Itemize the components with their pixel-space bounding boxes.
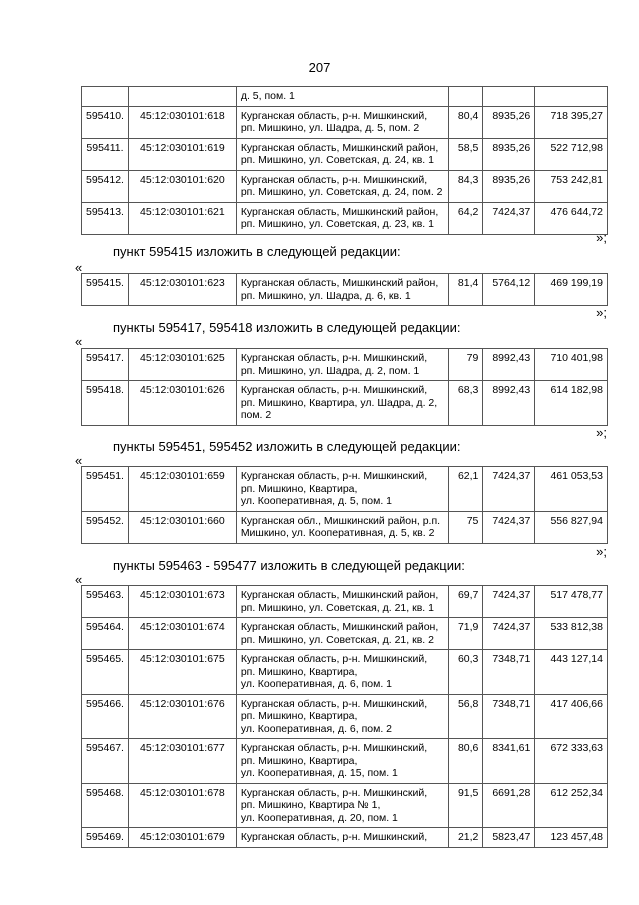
total-cell: 533 812,38 — [535, 618, 608, 650]
instruction-paragraph: пункты 595451, 595452 изложить в следующей редакции: — [113, 439, 461, 454]
area-cell: 58,5 — [449, 138, 483, 170]
records-table-5 — [81, 585, 608, 848]
address-line: ул. Кооперативная, д. 15, пом. 1 — [240, 767, 398, 779]
table-row — [82, 694, 608, 739]
total-cell: 753 242,81 — [535, 170, 608, 202]
address-line: Курганская область, Мишкинский район, — [240, 205, 439, 218]
closing-quote: »; — [596, 230, 607, 245]
total-cell: 469 199,19 — [535, 274, 608, 306]
cadastral-number-cell: 45:12:030101:626 — [128, 381, 236, 426]
address-cell — [236, 170, 449, 202]
address-line: Курганская область, р-н. Мишкинский, — [240, 173, 428, 186]
address-line: Курганская область, р-н. Мишкинский, — [240, 109, 428, 122]
total-cell: 718 395,27 — [535, 106, 608, 138]
total-cell: 461 053,53 — [535, 467, 608, 512]
price-cell: 7424,37 — [483, 202, 535, 234]
address-line: рп. Мишкино, Квартира, — [240, 710, 358, 722]
row-number-cell: 595466. — [82, 694, 129, 739]
price-cell: 5823,47 — [483, 828, 535, 848]
row-number-cell: 595418. — [82, 381, 129, 426]
address-cell — [236, 138, 449, 170]
row-number-cell: 595463. — [82, 586, 129, 618]
address-cell — [236, 349, 449, 381]
records-table-4 — [81, 466, 608, 544]
cadastral-number-cell: 45:12:030101:625 — [128, 349, 236, 381]
address-cell — [236, 202, 449, 234]
price-cell: 8935,26 — [483, 106, 535, 138]
total-cell: 556 827,94 — [535, 511, 608, 543]
address-line: Курганская область, р-н. Мишкинский, — [240, 470, 428, 482]
address-line: рп. Мишкино, ул. Советская, д. 21, кв. 2 — [240, 633, 434, 646]
row-number-cell: 595413. — [82, 202, 129, 234]
address-line: Мишкино, ул. Кооперативная, д. 5, кв. 2 — [240, 527, 435, 539]
address-line: рп. Мишкино, Квартира, ул. Шадра, д. 2, — [240, 396, 438, 409]
area-cell: 79 — [449, 349, 483, 381]
row-number-cell: 595411. — [82, 138, 129, 170]
records-table-3 — [81, 348, 608, 426]
price-cell: 8935,26 — [483, 138, 535, 170]
row-number-cell: 595417. — [82, 349, 129, 381]
address-line: рп. Мишкино, ул. Советская, д. 24, кв. 1 — [240, 154, 434, 166]
address-line: ул. Кооперативная, д. 6, пом. 2 — [240, 722, 393, 735]
address-line: Курганская область, р-н. Мишкинский, — [240, 384, 428, 396]
area-cell: 80,4 — [449, 106, 483, 138]
price-cell: 7424,37 — [483, 618, 535, 650]
row-number-cell: 595410. — [82, 106, 129, 138]
price-cell: 7424,37 — [483, 511, 535, 543]
row-number-cell: 595469. — [82, 828, 129, 848]
cadastral-number-cell: 45:12:030101:676 — [128, 694, 236, 739]
table-row — [82, 106, 608, 138]
address-line: Курганская область, р-н. Мишкинский, — [240, 786, 428, 799]
records-table-2 — [81, 273, 608, 306]
closing-quote: »; — [596, 305, 607, 320]
area-cell: 75 — [449, 511, 483, 543]
total-cell — [535, 87, 608, 107]
address-cell — [236, 650, 449, 695]
address-line: Курганская область, р-н. Мишкинский, — [240, 831, 428, 843]
opening-quote: « — [75, 260, 83, 275]
row-number-cell — [82, 87, 129, 107]
price-cell: 5764,12 — [483, 274, 535, 306]
address-line: Курганская область, р-н. Мишкинский, — [240, 742, 428, 754]
table-row — [82, 783, 608, 828]
address-cell — [236, 739, 449, 784]
total-cell: 417 406,66 — [535, 694, 608, 739]
price-cell: 8935,26 — [483, 170, 535, 202]
area-cell: 64,2 — [449, 202, 483, 234]
address-line: рп. Мишкино, Квартира, — [240, 665, 358, 678]
address-cell — [236, 274, 449, 306]
address-cell — [236, 467, 449, 512]
row-number-cell: 595465. — [82, 650, 129, 695]
price-cell: 7348,71 — [483, 650, 535, 695]
table-row — [82, 274, 608, 306]
address-cell — [236, 618, 449, 650]
cadastral-number-cell — [128, 87, 236, 107]
area-cell: 71,9 — [449, 618, 483, 650]
instruction-paragraph: пункт 595415 изложить в следующей редакции: — [113, 244, 401, 259]
price-cell: 8992,43 — [483, 349, 535, 381]
total-cell: 612 252,34 — [535, 783, 608, 828]
cadastral-number-cell: 45:12:030101:678 — [128, 783, 236, 828]
table-row — [82, 511, 608, 543]
opening-quote: « — [75, 453, 83, 468]
address-line: ул. Кооперативная, д. 20, пом. 1 — [240, 811, 398, 824]
area-cell — [449, 87, 483, 107]
page-number: 207 — [308, 60, 331, 75]
price-cell — [483, 87, 535, 107]
row-number-cell: 595467. — [82, 739, 129, 784]
row-number-cell: 595464. — [82, 618, 129, 650]
address-cell — [236, 381, 449, 426]
address-line: Курганская область, Мишкинский район, — [240, 589, 439, 601]
instruction-paragraph: пункты 595463 - 595477 изложить в следующей редакции: — [113, 558, 465, 573]
address-line: Курганская обл., Мишкинский район, р.п. — [240, 514, 441, 527]
address-line: рп. Мишкино, ул. Шадра, д. 5, пом. 2 — [240, 122, 420, 134]
address-line: Курганская область, Мишкинский район, — [240, 141, 439, 154]
address-line: рп. Мишкино, ул. Советская, д. 21, кв. 1 — [240, 601, 434, 614]
price-cell: 6691,28 — [483, 783, 535, 828]
opening-quote: « — [75, 572, 83, 587]
address-cell — [236, 586, 449, 618]
price-cell: 7424,37 — [483, 586, 535, 618]
price-cell: 7348,71 — [483, 694, 535, 739]
cadastral-number-cell: 45:12:030101:677 — [128, 739, 236, 784]
cadastral-number-cell: 45:12:030101:673 — [128, 586, 236, 618]
area-cell: 91,5 — [449, 783, 483, 828]
address-line: Курганская область, р-н. Мишкинский, — [240, 653, 428, 665]
area-cell: 81,4 — [449, 274, 483, 306]
instruction-paragraph: пункты 595417, 595418 изложить в следующей редакции: — [113, 320, 461, 335]
address-line: ул. Кооперативная, д. 6, пом. 1 — [240, 678, 393, 690]
closing-quote: »; — [596, 544, 607, 559]
cadastral-number-cell: 45:12:030101:619 — [128, 138, 236, 170]
table-row — [82, 739, 608, 784]
price-cell: 8992,43 — [483, 381, 535, 426]
area-cell: 69,7 — [449, 586, 483, 618]
row-number-cell: 595468. — [82, 783, 129, 828]
cadastral-number-cell: 45:12:030101:660 — [128, 511, 236, 543]
row-number-cell: 595412. — [82, 170, 129, 202]
cadastral-number-cell: 45:12:030101:659 — [128, 467, 236, 512]
table-row — [82, 170, 608, 202]
price-cell: 7424,37 — [483, 467, 535, 512]
total-cell: 517 478,77 — [535, 586, 608, 618]
area-cell: 84,3 — [449, 170, 483, 202]
closing-quote: »; — [596, 425, 607, 440]
area-cell: 68,3 — [449, 381, 483, 426]
address-line: рп. Мишкино, ул. Шадра, д. 2, пом. 1 — [240, 364, 420, 377]
address-cell — [236, 783, 449, 828]
address-line: рп. Мишкино, Квартира, — [240, 482, 358, 495]
area-cell: 62,1 — [449, 467, 483, 512]
address-line: рп. Мишкино, Квартира, — [240, 754, 358, 767]
address-line: рп. Мишкино, ул. Шадра, д. 6, кв. 1 — [240, 289, 411, 302]
area-cell: 21,2 — [449, 828, 483, 848]
total-cell: 710 401,98 — [535, 349, 608, 381]
total-cell: 123 457,48 — [535, 828, 608, 848]
row-number-cell: 595415. — [82, 274, 129, 306]
address-cell — [236, 511, 449, 543]
address-line: ул. Кооперативная, д. 5, пом. 1 — [240, 495, 393, 507]
total-cell: 443 127,14 — [535, 650, 608, 695]
cadastral-number-cell: 45:12:030101:621 — [128, 202, 236, 234]
table-row — [82, 138, 608, 170]
table-row — [82, 349, 608, 381]
total-cell: 614 182,98 — [535, 381, 608, 426]
address-line: пом. 2 — [240, 409, 272, 421]
table-row — [82, 650, 608, 695]
row-number-cell: 595451. — [82, 467, 129, 512]
table-row — [82, 586, 608, 618]
price-cell: 8341,61 — [483, 739, 535, 784]
table-row — [82, 202, 608, 234]
address-line: Курганская область, Мишкинский район, — [240, 277, 439, 289]
address-line: Курганская область, р-н. Мишкинский, — [240, 352, 428, 364]
address-cell — [236, 694, 449, 739]
address-line: Курганская область, Мишкинский район, — [240, 621, 439, 633]
cadastral-number-cell: 45:12:030101:623 — [128, 274, 236, 306]
address-line: рп. Мишкино, ул. Советская, д. 23, кв. 1 — [240, 218, 434, 230]
address-line: д. 5, пом. 1 — [240, 90, 295, 102]
address-line: рп. Мишкино, Квартира № 1, — [240, 799, 381, 811]
cadastral-number-cell: 45:12:030101:679 — [128, 828, 236, 848]
cadastral-number-cell: 45:12:030101:674 — [128, 618, 236, 650]
table-row — [82, 381, 608, 426]
total-cell: 672 333,63 — [535, 739, 608, 784]
address-line: рп. Мишкино, ул. Советская, д. 24, пом. 2 — [240, 186, 443, 198]
address-cell — [236, 87, 449, 107]
table-row — [82, 828, 608, 848]
table-row — [82, 87, 608, 107]
table-row — [82, 467, 608, 512]
cadastral-number-cell: 45:12:030101:675 — [128, 650, 236, 695]
area-cell: 56,8 — [449, 694, 483, 739]
cadastral-number-cell: 45:12:030101:620 — [128, 170, 236, 202]
records-table-1 — [81, 86, 608, 235]
address-cell — [236, 828, 449, 848]
area-cell: 60,3 — [449, 650, 483, 695]
cadastral-number-cell: 45:12:030101:618 — [128, 106, 236, 138]
address-line: Курганская область, р-н. Мишкинский, — [240, 697, 428, 710]
total-cell: 476 644,72 — [535, 202, 608, 234]
table-row — [82, 618, 608, 650]
row-number-cell: 595452. — [82, 511, 129, 543]
area-cell: 80,6 — [449, 739, 483, 784]
opening-quote: « — [75, 334, 83, 349]
address-cell — [236, 106, 449, 138]
total-cell: 522 712,98 — [535, 138, 608, 170]
